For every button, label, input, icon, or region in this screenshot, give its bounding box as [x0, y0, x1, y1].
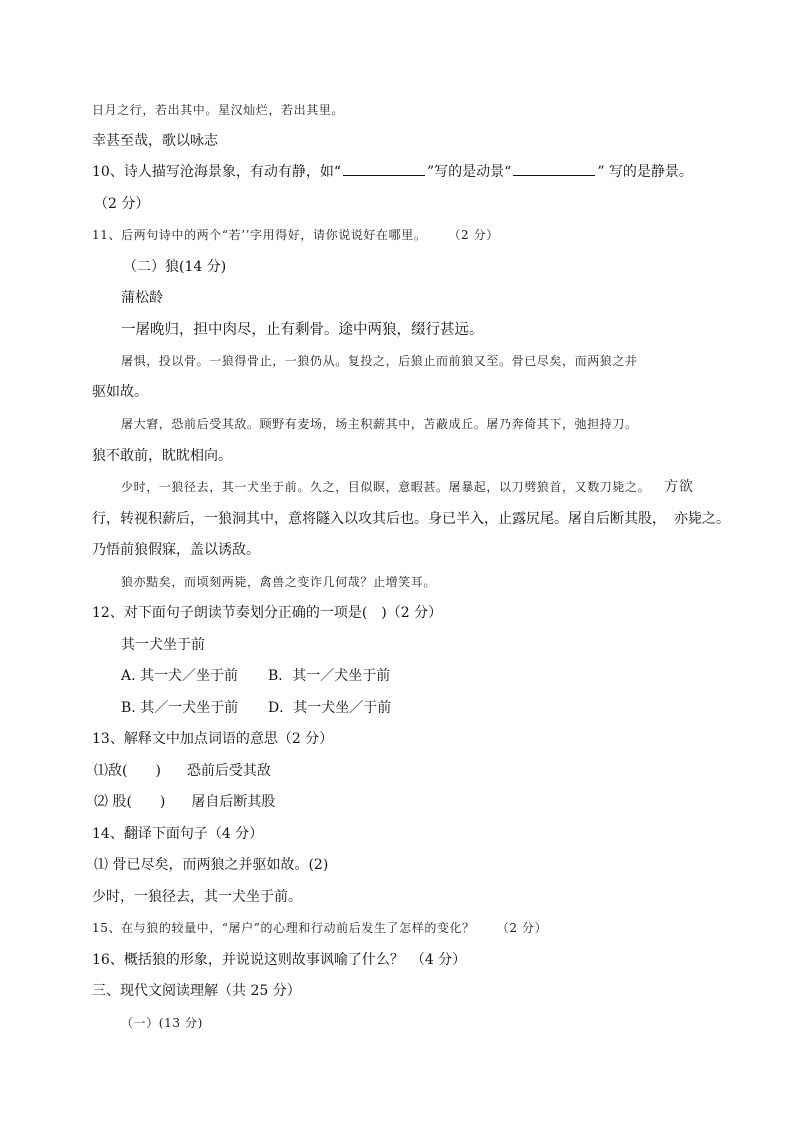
- passage-para-2-line-1: 屠惧，投以骨。一狼得骨止，一狼仍从。复投之，后狼止而前狼又至。骨已尽矣，而两狼之并: [121, 354, 638, 368]
- question-12-sentence: 其一犬坐于前: [121, 637, 205, 653]
- passage-para-4-line-1: [121, 477, 693, 497]
- question-13-item-2-word: ⑵ 股( ): [94, 794, 166, 810]
- question-11-text: 11、后两句诗中的两个“若’’字用得好，请你说说好在哪里。: [92, 228, 427, 242]
- section-3-title: 三、现代文阅读理解（共 25 分）: [92, 983, 301, 999]
- question-10-suffix: ” 写的是静景。: [597, 164, 693, 180]
- question-15: [92, 918, 547, 938]
- question-10: [92, 162, 693, 182]
- question-15-score: （2 分）: [496, 921, 548, 935]
- passage-para-3-line-2: 狼不敢前，眈眈相向。: [92, 448, 232, 464]
- question-11: [92, 225, 499, 245]
- question-14-item-2: 少时，一狼径去，其一犬坐于前。: [92, 889, 302, 905]
- section-2-title: （二）狼(14 分): [123, 259, 227, 275]
- passage-para-4-line-3: 乃悟前狼假寐，盖以诱敌。: [92, 542, 260, 558]
- question-10-prefix: 10、诗人描写沧海景象，有动有静，如“: [92, 164, 341, 180]
- passage-para-4-line-1-text: 少时，一狼径去，其一犬坐于前。久之，目似瞑，意暇甚。屠暴起，以刀劈狼首，又数刀毙之。: [121, 480, 651, 494]
- question-12: 12、对下面句子朗读节奏划分正确的一项是( )（2 分）: [92, 605, 443, 621]
- option-c[interactable]: B. 其／一犬坐于前: [121, 700, 239, 716]
- passage-para-4-line-2-end: 亦毙之。: [674, 511, 730, 527]
- question-13-item-2-context: 屠自后断其股: [191, 794, 276, 810]
- answer-blank-1[interactable]: [343, 163, 425, 176]
- poem-line-1: 日月之行，若出其中。星汉灿烂，若出其里。: [92, 103, 345, 117]
- answer-blank-2[interactable]: [513, 163, 595, 176]
- question-10-score: （2 分）: [94, 196, 150, 212]
- question-16: 16、概括狼的形象，并说说这则故事讽喻了什么？ （4 分）: [92, 952, 467, 968]
- question-13: 13、解释文中加点词语的意思（2 分）: [92, 731, 334, 747]
- question-11-score: （2 分）: [448, 228, 499, 242]
- question-10-mid: ”写的是动景“: [426, 164, 512, 180]
- question-14: 14、翻译下面句子（4 分）: [92, 826, 264, 842]
- passage-para-4-line-2: [92, 509, 730, 529]
- passage-para-4-line-1-end: 方欲: [664, 479, 694, 495]
- section-3-part-1: （一）(13 分): [121, 1016, 203, 1030]
- question-15-text: 15、在与狼的较量中，“屠户”的心理和行动前后发生了怎样的变化？: [92, 921, 475, 935]
- author-name: 蒲松龄: [121, 290, 163, 306]
- question-13-item-1-context: 恐前后受其敌: [186, 763, 271, 779]
- passage-para-4-line-2-text: 行，转视积薪后，一狼洞其中，意将隧入以攻其后也。身已半入，止露尻尾。屠自后断其股，: [92, 511, 666, 527]
- passage-para-1: 一屠晚归，担中肉尽，止有剩骨。途中两狼，缀行甚远。: [121, 322, 484, 338]
- option-a[interactable]: A. 其一犬／坐于前: [121, 668, 239, 684]
- passage-para-2-line-2: 驱如故。: [92, 384, 148, 400]
- question-14-item-1: ⑴ 骨已尽矣，而两狼之并驱如故。(2): [94, 857, 329, 873]
- option-b[interactable]: B．其一／犬坐于前: [268, 668, 391, 684]
- question-13-item-2: [94, 792, 275, 812]
- passage-para-3-line-1: 屠大窘，恐前后受其敌。顾野有麦场，场主积薪其中，苫蔽成丘。屠乃奔倚其下，弛担持刀。: [121, 417, 638, 431]
- poem-line-2: 幸甚至哉，歌以咏志: [92, 133, 218, 149]
- passage-para-5: 狼亦黠矣，而顷刻两毙，禽兽之变诈几何哉？止增笑耳。: [121, 575, 437, 589]
- question-13-item-1: [94, 761, 271, 781]
- option-d[interactable]: D．其一犬坐／于前: [268, 700, 392, 716]
- question-13-item-1-word: ⑴敌( ): [94, 763, 161, 779]
